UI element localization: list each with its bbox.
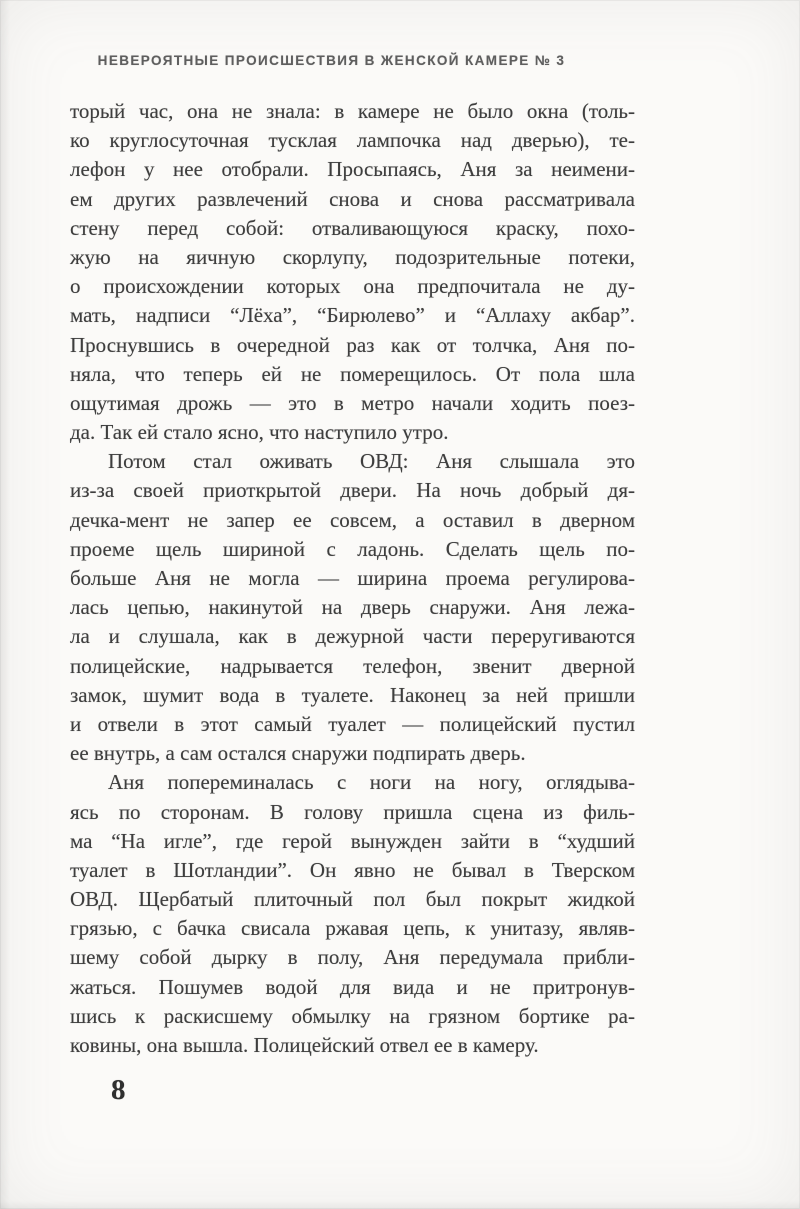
running-header: НЕВЕРОЯТНЫЕ ПРОИСШЕСТВИЯ В ЖЕНСКОЙ КАМЕРЕ № 3 bbox=[97, 53, 566, 68]
text-line: шись к раскисшему обмылку на грязном бортике ра- bbox=[70, 1003, 635, 1028]
text-line: и отвели в этот самый туалет — полицейский пустил bbox=[70, 711, 635, 736]
text-line: няла, что теперь ей не померещилось. От пола шла bbox=[70, 361, 635, 386]
text-line: шему собой дырку в полу, Аня передумала прибли- bbox=[70, 945, 635, 970]
text-line: Проснувшись в очередной раз как от толчка, Аня по- bbox=[70, 332, 635, 357]
text-line: грязью, с бачка свисала ржавая цепь, к унитазу, являв- bbox=[70, 916, 635, 941]
text-line: торый час, она не знала: в камере не было окна (толь- bbox=[70, 99, 635, 123]
text-line: ясь по сторонам. В голову пришла сцена из филь- bbox=[70, 799, 635, 824]
text-line: жаться. Пошумев водой для вида и не притронув- bbox=[70, 974, 635, 999]
text-line: жую на яичную скорлупу, подозрительные потеки, bbox=[70, 244, 635, 269]
scan-edge-artifact-bottom bbox=[0, 1201, 800, 1209]
text-line: лефон у нее отобрали. Просыпаясь, Аня за неимени- bbox=[70, 157, 635, 182]
text-line: да. Так ей стало ясно, что наступило утро. bbox=[70, 420, 449, 445]
text-line: ощутимая дрожь — это в метро начали ходить поез- bbox=[70, 390, 635, 415]
text-line: туалет в Шотландии”. Он явно не бывал в Тверском bbox=[70, 857, 635, 882]
text-line: стену перед собой: отваливающуюся краску, похо- bbox=[70, 215, 635, 240]
text-line: ее внутрь, а сам остался снаружи подпирать дверь. bbox=[70, 741, 526, 766]
scan-edge-artifact-left bbox=[0, 0, 10, 1209]
text-line: из-за своей приоткрытой двери. На ночь добрый дя- bbox=[70, 478, 635, 503]
text-line: Потом стал оживать ОВД: Аня слышала это bbox=[108, 449, 635, 474]
text-line: ко круглосуточная тусклая лампочка над дверью), те- bbox=[70, 128, 635, 153]
text-line: о происхождении которых она предпочитала не ду- bbox=[70, 274, 635, 299]
text-line: проеме щель шириной с ладонь. Сделать щель по- bbox=[70, 536, 635, 561]
text-line: Аня попереминалась с ноги на ногу, оглядыва- bbox=[108, 770, 635, 795]
text-line: мать, надписи “Лёха”, “Бирюлево” и “Аллаху акбар”. bbox=[70, 303, 635, 328]
text-line: ковины, она вышла. Полицейский отвел ее в камеру. bbox=[70, 1033, 539, 1057]
text-line: ем других развлечений снова и снова рассматривала bbox=[70, 186, 635, 211]
page-number: 8 bbox=[111, 1074, 126, 1106]
text-line: ма “На игле”, где герой вынужден зайти в “худший bbox=[70, 828, 635, 853]
text-line: ОВД. Щербатый плиточный пол был покрыт жидкой bbox=[70, 887, 635, 912]
text-line: полицейские, надрывается телефон, звенит дверной bbox=[70, 653, 635, 678]
text-line: больше Аня не могла — ширина проема регулирова- bbox=[70, 566, 635, 590]
text-line: дечка-мент не запер ее совсем, а оставил в дверном bbox=[70, 507, 635, 532]
body-text bbox=[70, 97, 635, 1060]
text-line: ла и слушала, как в дежурной части переругиваются bbox=[70, 624, 635, 649]
text-line: замок, шумит вода в туалете. Наконец за ней пришли bbox=[70, 682, 635, 707]
text-line: лась цепью, накинутой на дверь снаружи. Аня лежа- bbox=[70, 595, 635, 620]
